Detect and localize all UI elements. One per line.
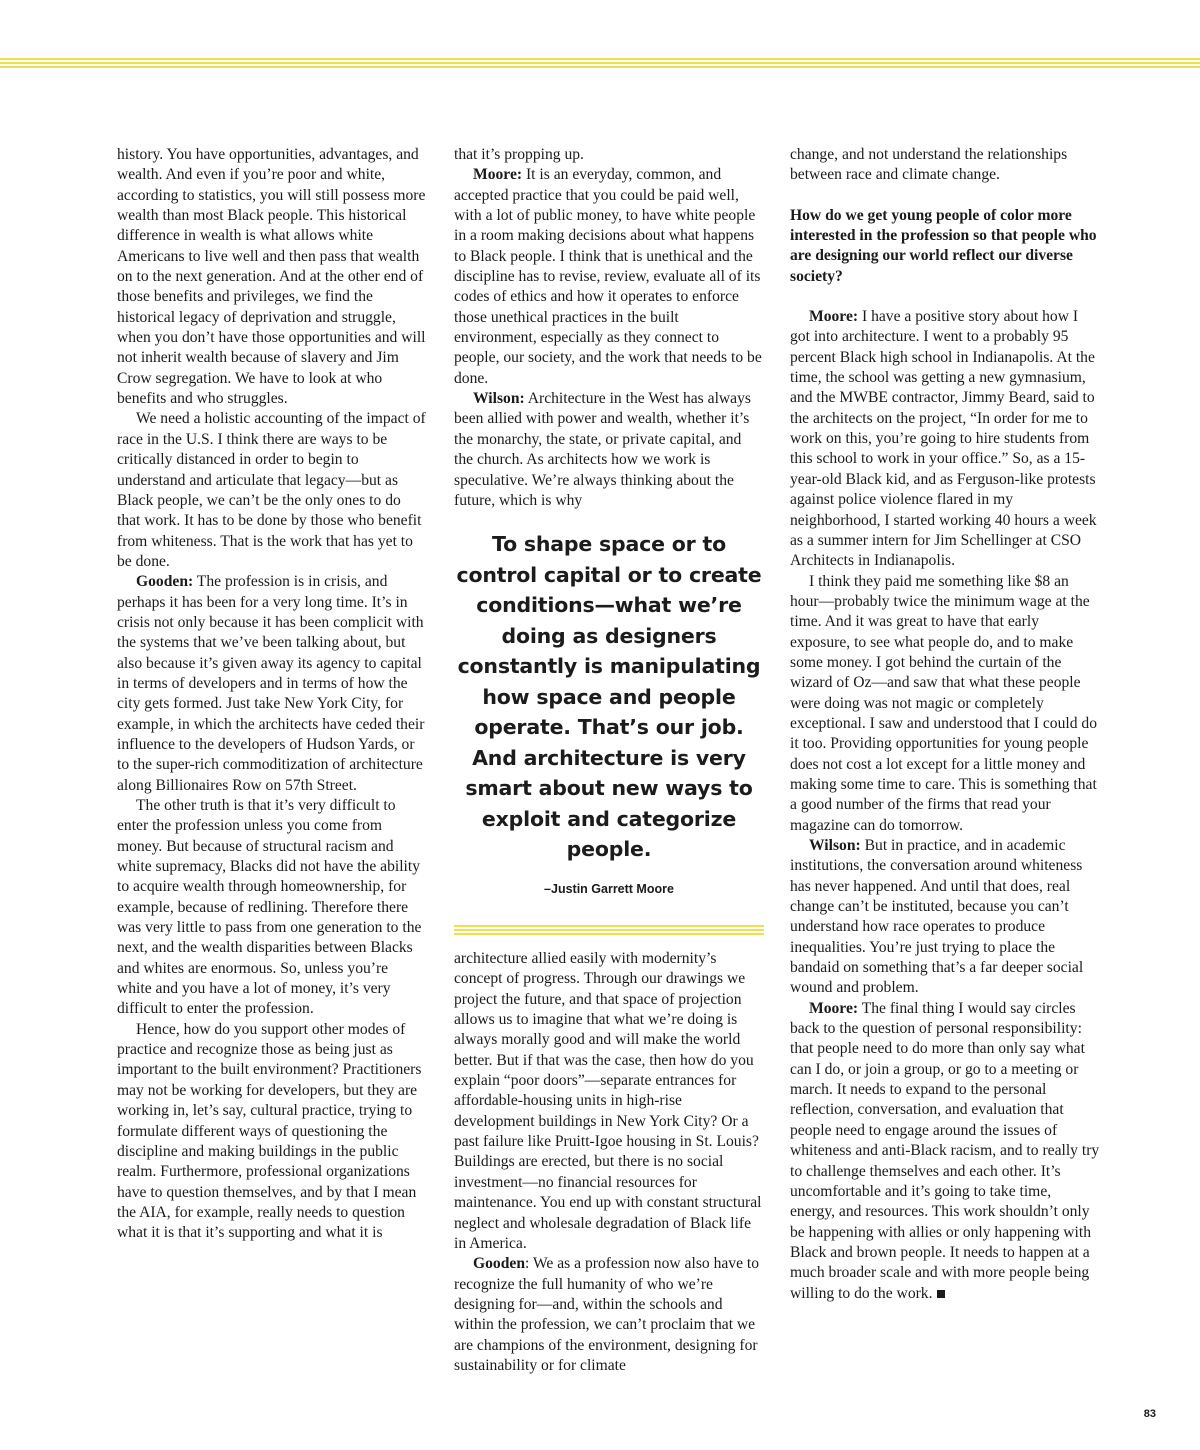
speaker-name: Wilson: <box>473 390 525 408</box>
paragraph <box>790 836 1100 999</box>
paragraph <box>454 1254 764 1376</box>
paragraph-text: The final thing I would say circles back to the question of personal responsibility: that people need to do more than only say what can I do, or join a group, or go to a meeting or march. It needs to expand to the personal reflection, conversation, and evaluation that people need to engage around the issues of whiteness and anti-Black racism, and to really try to challenge themselves and each other. It’s uncomfortable and it’s going to take time, energy, and resources. This work shouldn’t only be happening with allies or only happening with Black and brown people. It needs to happen at a much broader scale and with more people being willing to do the work. <box>790 999 1100 1302</box>
paragraph-text: history. You have opportunities, advantages, and wealth. And even if you’re poor and white, according to statistics, you will still possess more wealth than most Black people. This historical difference in wealth is what allows white Americans to live well and then pass that wealth on to the next generation. And at the other end of those benefits and privileges, we find the historical legacy of deprivation and struggle, when you don’t have those opportunities and will not inherit wealth because of slavery and Jim Crow segregation. We have to look at who benefits and who struggles. <box>117 146 426 408</box>
speaker-name: Moore: <box>809 308 859 326</box>
top-yellow-rule <box>0 58 1200 70</box>
paragraph <box>454 165 764 389</box>
rule-line <box>0 58 1200 60</box>
paragraph-text: : We as a profession now also have to recognize the full humanity of who we’re designing for—and, within the schools and within the profession, we can’t proclaim that we are champions of the environment, designing for sustainability or for climate <box>454 1255 760 1374</box>
column-2-top <box>454 145 764 511</box>
speaker-name: Gooden: <box>136 573 194 591</box>
column-1 <box>117 145 426 1244</box>
pull-quote: To shape space or to control capital or to create conditions—what we’re doing as designers constantly is manipulating how space and people operate. That’s our job. And architecture is very smart about new ways to exploit and categorize people. <box>456 532 762 862</box>
rule-line <box>0 62 1200 64</box>
page-number: 83 <box>1143 1408 1156 1420</box>
paragraph-text: change, and not understand the relationships between race and climate change. <box>790 146 1068 184</box>
rule-line <box>454 933 764 935</box>
speaker-name: Moore: <box>473 166 523 184</box>
paragraph-text: It is an everyday, common, and accepted practice that you could be paid well, with a lot of public money, to have white people in a room making decisions about what happens to Black people. I think that is unethical and the discipline has to revise, review, evaluate all of its codes of ethics and how it operates to enforce those unethical practices in the built environment, especially as they connect to people, our society, and the work that needs to be done. <box>454 166 762 387</box>
paragraph <box>117 572 426 796</box>
rule-line <box>454 929 764 931</box>
paragraph <box>790 572 1100 836</box>
paragraph-text: The profession is in crisis, and perhaps it has been for a very long time. It’s in crisis not only because it has been complicit with the systems that we’ve been talking about, but also because it’s given away its agency to capital in terms of developers and in terms of how the city gets formed. Just take New York City, for example, in which the architects have ceded their influence to the developers of Hudson Yards, or to the super-rich commoditization of architecture along Billionaires Row on 57th Street. <box>117 573 425 794</box>
column-3 <box>790 145 1100 1304</box>
paragraph <box>454 145 764 165</box>
paragraph-text: But in practice, and in academic institutions, the conversation around whiteness has never happened. And until that does, real change can’t be instituted, because you can’t understand how race operates to produce inequalities. You’re just trying to place the bandaid on something that’s a far deeper social wound and problem. <box>790 837 1084 997</box>
paragraph <box>790 307 1100 571</box>
speaker-name: Moore: <box>809 999 859 1017</box>
rule-line <box>454 925 764 927</box>
pull-quote-attribution: –Justin Garrett Moore <box>544 881 674 896</box>
speaker-name: Gooden <box>473 1255 525 1273</box>
paragraph <box>117 1020 426 1244</box>
paragraph <box>790 999 1100 1304</box>
paragraph <box>790 145 1100 186</box>
pull-quote-yellow-rule <box>454 925 764 935</box>
column-2-bottom <box>454 949 764 1376</box>
paragraph <box>117 796 426 1020</box>
column-2 <box>454 145 764 1376</box>
paragraph-text: Hence, how do you support other modes of practice and recognize those as being just as important to the built environment? Practitioners may not be working for developers, but they are working in, let’s say, cultural practice, trying to formulate different ways of questioning the discipline and making buildings in the public realm. Furthermore, professional organizations have to question themselves, and by that I mean the AIA, for example, really needs to question what it is that it’s supporting and what it is <box>117 1020 422 1242</box>
rule-line <box>0 66 1200 68</box>
paragraph-text: Architecture in the West has always been allied with power and wealth, whether it’s the monarchy, the state, or private capital, and the church. As architects how we work is speculative. We’re always thinking about the future, which is why <box>454 390 751 509</box>
paragraph-text: The other truth is that it’s very difficult to enter the profession unless you come from money. But because of structural racism and white supremacy, Blacks did not have the ability to acquire wealth through homeownership, for example, because of redlining. Therefore there was very little to pass from one generation to the next, and the wealth disparities between Blacks and whites are enormous. So, unless you’re white and you have a lot of money, it’s very difficult to enter the profession. <box>117 797 422 1018</box>
paragraph-text: We need a holistic accounting of the impact of race in the U.S. I think there are ways to be critically distanced in order to begin to understand and articulate that legacy—but as Black people, we can’t be the only ones to do that work. It has to be done by those who benefit from whiteness. That is the work that has yet to be done. <box>117 410 426 570</box>
speaker-name: Wilson: <box>809 837 861 854</box>
paragraph <box>454 949 764 1254</box>
interview-question: How do we get young people of color more interested in the profession so that people who are designing our world reflect our diverse society? <box>790 206 1097 285</box>
paragraph <box>117 145 426 409</box>
end-mark-icon <box>937 1290 945 1298</box>
paragraph-text: I think they paid me something like $8 an hour—probably twice the minimum wage at the time. And it was great to have that early exposure, to see what people do, and to make some money. I got behind the curtain of the wizard of Oz—and saw that what these people were doing was not magic or completely exceptional. I saw and understood that I could do it too. Providing opportunities for young people does not cost a lot except for a little money and making some time to care. This is something that a good number of the firms that read your magazine can do tomorrow. <box>790 572 1098 834</box>
paragraph-text: that it’s propping up. <box>454 146 584 163</box>
paragraph-text: architecture allied easily with modernity’s concept of progress. Through our drawings we project the future, and that space of projection allows us to imagine that what we’re doing is always morally good and will make the world better. But if that was the case, then how do you explain “poor doors”—separate entrances for affordable-housing units in high-rise development buildings in New York City? Or a past failure like Pruitt-Igoe housing in St. Louis? Buildings are erected, but there is no social investment—no financial resources for maintenance. You end up with constant structural neglect and wholesale degradation of Black life in America. <box>454 950 762 1252</box>
paragraph-text: I have a positive story about how I got into architecture. I went to a probably 95 percent Black high school in Indianapolis. At the time, the school was getting a new gymnasium, and the MWBE contractor, Jimmy Beard, said to the architects on the project, “In order for me to work on this, you’re going to hire students from this school to work in your office.” So, as a 15-year-old Black kid, and as Ferguson-like protests against police violence flared in my neighborhood, I started working 40 hours a week as a summer intern for Jim Schellinger at CSO Architects in Indianapolis. <box>790 308 1097 570</box>
paragraph <box>117 409 426 572</box>
paragraph <box>454 389 764 511</box>
